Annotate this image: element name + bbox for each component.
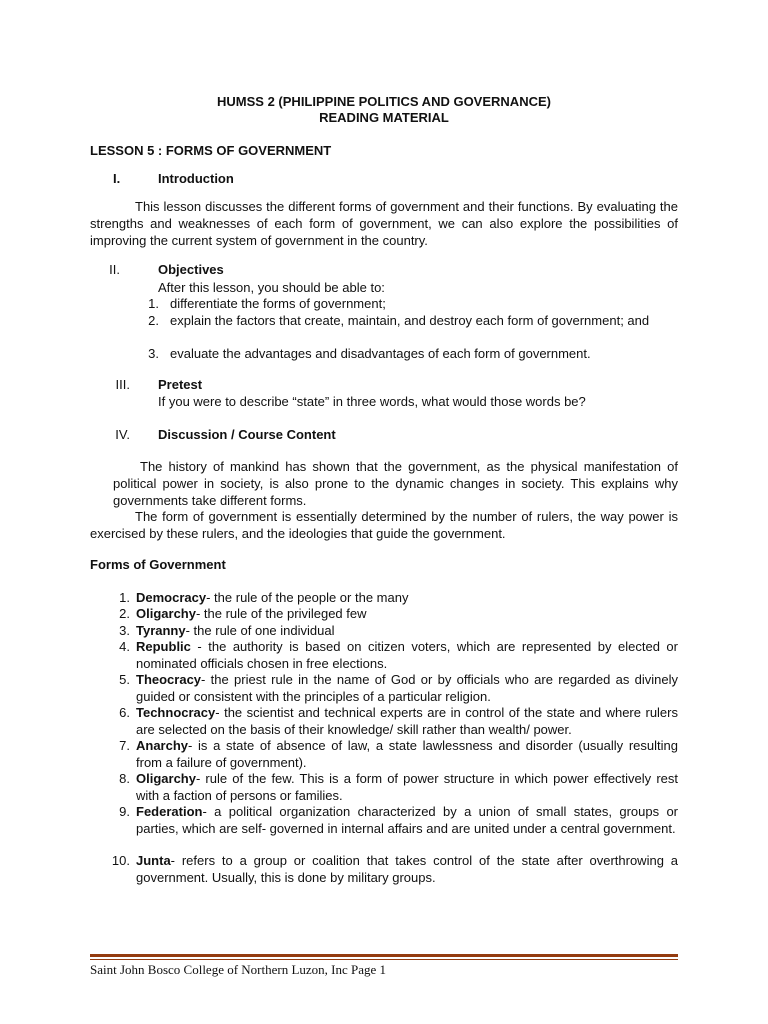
form-item: [136, 705, 678, 738]
form-term: Democracy: [136, 590, 207, 605]
form-item: [136, 738, 678, 771]
form-description: - the rule of the privileged few: [195, 606, 367, 621]
discussion-numeral: IV.: [115, 427, 130, 442]
footer-divider-thin: [90, 959, 678, 960]
form-number: 8.: [119, 771, 130, 786]
form-description: - the priest rule in the name of God or by officials who are regarded as divinely guided or consistent with the principles of a particular religion.: [136, 672, 678, 704]
form-description: - a political organization characterized by a union of small states, groups or parties, which are self- governed in internal affairs and are united under a central government.: [136, 804, 678, 836]
objective-number: 2.: [148, 313, 159, 328]
form-term: Republic: [136, 639, 191, 654]
form-description: - the rule of one individual: [185, 623, 335, 638]
intro-numeral: I.: [113, 171, 121, 186]
form-item: [136, 672, 678, 705]
form-number: 3.: [119, 623, 130, 638]
objective-text: explain the factors that create, maintain, and destroy each form of government; and: [170, 313, 650, 328]
form-term: Anarchy: [136, 738, 189, 753]
form-item: [136, 590, 678, 607]
form-term: Tyranny: [136, 623, 186, 638]
form-number: 1.: [119, 590, 130, 605]
objectives-numeral: II.: [109, 262, 120, 277]
form-item: [136, 853, 678, 886]
intro-heading: Introduction: [158, 171, 234, 186]
form-description: - the scientist and technical experts are in control of the state and where rulers are selected on the basis of their knowledge/ skill rather than wealth/ power.: [136, 705, 678, 737]
forms-heading: Forms of Government: [90, 557, 226, 572]
objective-text: evaluate the advantages and disadvantages of each form of government.: [170, 346, 591, 361]
form-number: 5.: [119, 672, 130, 687]
form-item: [136, 771, 678, 804]
discussion-heading: Discussion / Course Content: [158, 427, 336, 442]
pretest-heading: Pretest: [158, 377, 203, 392]
discussion-paragraph-1: The history of mankind has shown that the government, as the physical manifestation of political power in society, is also prone to the dynamic changes in society. This explains why governments take different forms.: [113, 459, 678, 508]
form-description: - refers to a group or coalition that takes control of the state after overthrowing a government. Usually, this is done by military groups.: [136, 853, 678, 885]
objective-number: 1.: [148, 296, 159, 311]
form-description: - is a state of absence of law, a state lawlessness and disorder (usually resulting from a failure of government).: [136, 738, 678, 770]
form-number: 2.: [119, 606, 130, 621]
form-number: 6.: [119, 705, 130, 720]
form-item: [136, 804, 678, 837]
form-term: Oligarchy: [136, 606, 196, 621]
form-number: 9.: [119, 804, 130, 819]
form-term: Junta: [136, 853, 171, 868]
form-item: [136, 639, 678, 672]
objective-number: 3.: [148, 346, 159, 361]
form-number: 7.: [119, 738, 130, 753]
document-header-line1: HUMSS 2 (PHILIPPINE POLITICS AND GOVERNANCE): [217, 94, 551, 109]
form-term: Technocracy: [136, 705, 216, 720]
form-description: - rule of the few. This is a form of power structure in which power effectively rest with a faction of persons or families.: [136, 771, 678, 803]
lesson-title: LESSON 5 : FORMS OF GOVERNMENT: [90, 143, 332, 158]
footer-text: Saint John Bosco College of Northern Luzon, Inc Page 1: [90, 962, 387, 977]
form-number: 4.: [119, 639, 130, 654]
form-description: - the rule of the people or the many: [206, 590, 409, 605]
objective-text: differentiate the forms of government;: [170, 296, 386, 311]
form-number: 10.: [111, 853, 130, 868]
discussion-paragraph-2: The form of government is essentially determined by the number of rulers, the way power is exercised by these rulers, and the ideologies that guide the government.: [90, 509, 678, 541]
form-term: Theocracy: [136, 672, 202, 687]
footer-divider-thick: [90, 954, 678, 957]
form-item: [136, 623, 678, 640]
pretest-question: If you were to describe “state” in three words, what would those words be?: [158, 394, 586, 409]
form-item: [136, 606, 678, 623]
form-term: Oligarchy: [136, 771, 196, 786]
form-description: - the authority is based on citizen voters, which are represented by elected or nominated officials chosen in free elections.: [136, 639, 678, 671]
objectives-lead: After this lesson, you should be able to:: [158, 280, 385, 295]
document-header-line2: READING MATERIAL: [319, 110, 449, 125]
pretest-numeral: III.: [115, 377, 130, 392]
form-term: Federation: [136, 804, 203, 819]
objectives-heading: Objectives: [158, 262, 224, 277]
intro-paragraph: This lesson discusses the different forms of government and their functions. By evaluating the strengths and weaknesses of each form of government, we can also explore the possibilities of improving the current system of government in the country.: [90, 199, 678, 248]
